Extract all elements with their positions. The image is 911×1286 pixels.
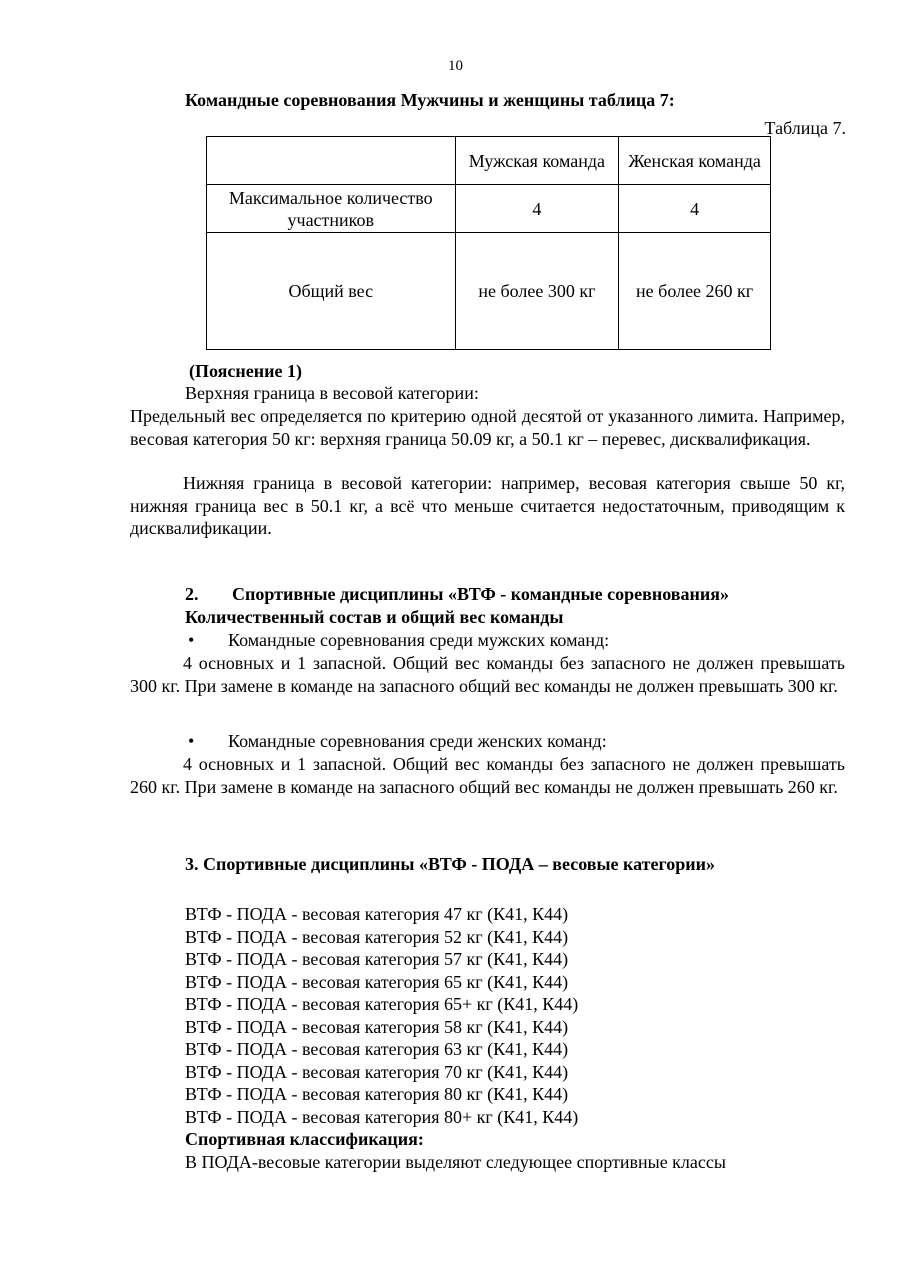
table-header-cell: Женская команда [619, 137, 771, 185]
table-cell: Максимальное количество участников [207, 185, 456, 233]
table-heading: Командные соревнования Мужчины и женщины таблица 7: [185, 90, 675, 110]
page-number: 10 [448, 58, 463, 74]
table-row [207, 185, 771, 233]
table-cell: Общий вес [207, 233, 456, 350]
upper-bound-title: Верхняя граница в весовой категории: [185, 383, 479, 403]
list-item: ВТФ - ПОДА - весовая категория 80 кг (К41, К44) [185, 1084, 569, 1104]
table-cell: не более 260 кг [619, 233, 771, 350]
list-item: ВТФ - ПОДА - весовая категория 70 кг (К41, К44) [185, 1061, 569, 1082]
list-item: ВТФ - ПОДА - весовая категория 63 кг (К41, К44) [185, 1039, 569, 1059]
list-item: ВТФ - ПОДА - весовая категория 52 кг (К41, К44) [185, 926, 569, 947]
weight-category-list [185, 903, 726, 1173]
weights-table [206, 136, 771, 350]
table-row [207, 233, 771, 350]
section-3-title: 3. Спортивные дисциплины «ВТФ - ПОДА – весовые категории» [185, 854, 715, 874]
men-bullet-text: Командные соревнования среди мужских команд: [228, 630, 610, 650]
table-header-cell: Мужская команда [455, 137, 619, 185]
women-team-text: 4 основных и 1 запасной. Общий вес команды без запасного не должен превышать 260 кг. При замене в команде на запасного общий вес команды не должен превышать 260 кг. [130, 754, 845, 797]
table-cell: не более 300 кг [455, 233, 619, 350]
section-2-title: Спортивные дисциплины «ВТФ - командные соревнования» [232, 584, 729, 604]
bullet-icon: • [188, 630, 195, 650]
list-item: ВТФ - ПОДА - весовая категория 65+ кг (К41, К44) [185, 994, 579, 1014]
list-item: ВТФ - ПОДА - весовая категория 58 кг (К41, К44) [185, 1016, 569, 1037]
list-item: ВТФ - ПОДА - весовая категория 57 кг (К41, К44) [185, 949, 569, 969]
upper-bound-text: Предельный вес определяется по критерию одной десятой от указанного лимита. Например, весовая категория 50 кг: верхняя граница 50.09 кг, а 50.1 кг – перевес, дисквалификация. [130, 406, 845, 449]
table-cell: 4 [619, 185, 771, 233]
lower-bound-text: Нижняя граница в весовой категории: например, весовая категория свыше 50 кг, нижняя граница вес в 50.1 кг, а всё что меньше считается недостаточным, приводящим к дисквалификации. [130, 473, 845, 538]
list-item: ВТФ - ПОДА - весовая категория 47 кг (К41, К44) [185, 904, 569, 924]
table-header-cell [207, 137, 456, 185]
section-2-subtitle: Количественный состав и общий вес команды [185, 607, 564, 627]
bullet-icon: • [188, 731, 195, 751]
section-2-number: 2. [185, 584, 199, 604]
table-cell: 4 [455, 185, 619, 233]
list-item: ВТФ - ПОДА - весовая категория 65 кг (К41, К44) [185, 971, 569, 992]
note-title: (Пояснение 1) [189, 361, 302, 381]
table-header-row [207, 137, 771, 185]
list-item: ВТФ - ПОДА - весовая категория 80+ кг (К41, К44) [185, 1106, 579, 1127]
women-bullet-text: Командные соревнования среди женских команд: [228, 731, 607, 751]
classification-text: В ПОДА-весовые категории выделяют следующее спортивные классы [185, 1151, 726, 1172]
men-team-text: 4 основных и 1 запасной. Общий вес команды без запасного не должен превышать 300 кг. При замене в команде на запасного общий вес команды не должен превышать 300 кг. [130, 653, 845, 696]
classification-title: Спортивная классификация: [185, 1129, 424, 1149]
table-caption: Таблица 7. [764, 118, 846, 138]
